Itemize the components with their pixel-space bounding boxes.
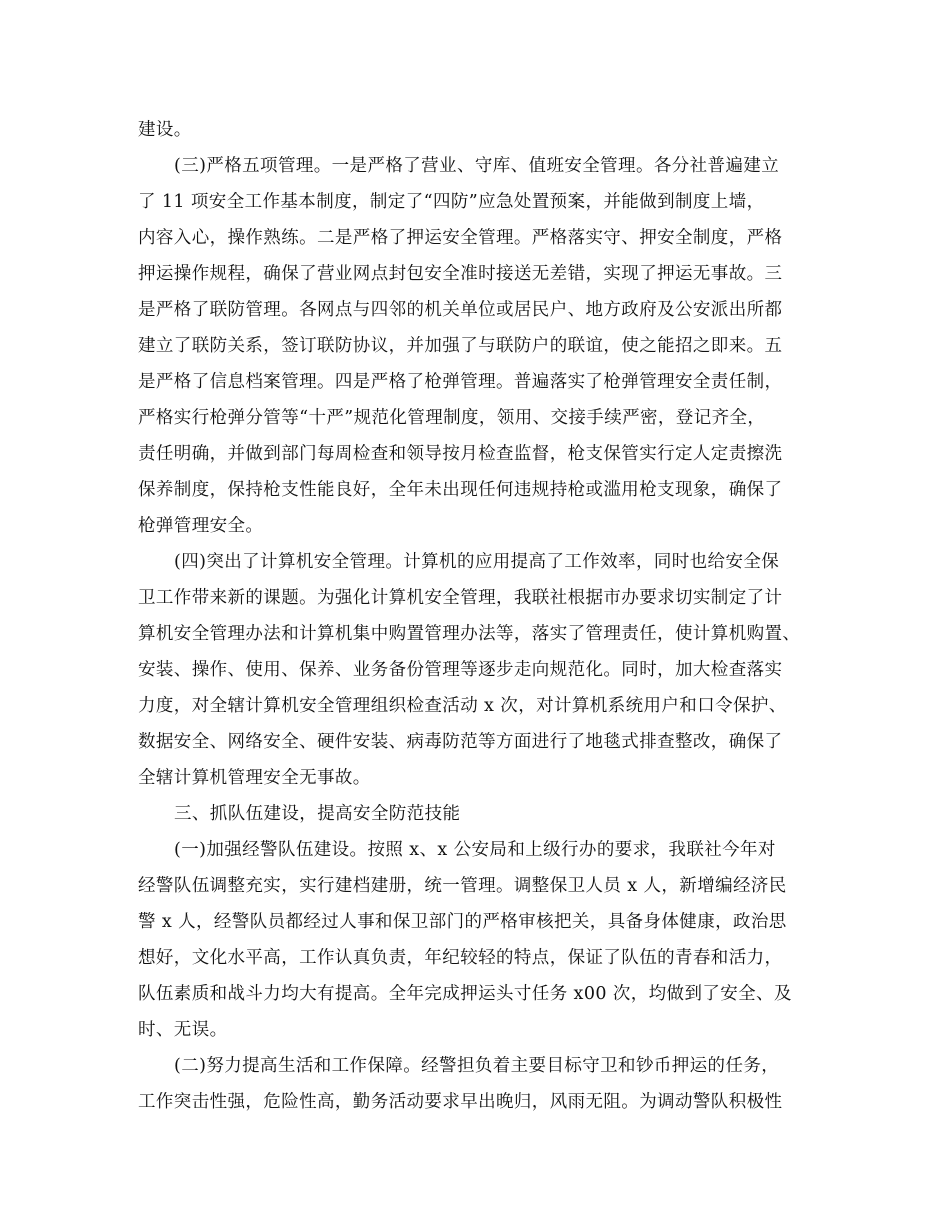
text-line: 全辖计算机管理安全无事故。	[138, 768, 371, 788]
text-line: 安装、操作、使用、保养、业务备份管理等逐步走向规范化。同时，加大检查落实	[138, 660, 783, 680]
text-line: 想好，文化水平高，工作认真负责，年纪较轻的特点，保证了队伍的青春和活力，	[138, 948, 783, 968]
text-line: (二)努力提高生活和工作保障。经警担负着主要目标守卫和钞币押运的任务，	[174, 1056, 780, 1076]
text-line: 经警队伍调整充实，实行建档建册，统一管理。调整保卫人员 x 人，新增编经济民	[138, 876, 787, 896]
text-line: 警 x 人，经警队员都经过人事和保卫部门的严格审核把关，具备身体健康，政治思	[138, 912, 787, 932]
text-line: 数据安全、网络安全、硬件安装、病毒防范等方面进行了地毯式排查整改，确保了	[138, 732, 783, 752]
text-line: 了 11 项安全工作基本制度，制定了“四防”应急处置预案，并能做到制度上墙，	[138, 192, 765, 212]
text-line: (四)突出了计算机安全管理。计算机的应用提高了工作效率，同时也给安全保	[174, 552, 780, 572]
text-line: 建立了联防关系，签订联防协议，并加强了与联防户的联谊，使之能招之即来。五	[138, 336, 783, 356]
text-line: (一)加强经警队伍建设。按照 x、x 公安局和上级行办的要求，我联社今年对	[174, 840, 776, 860]
section-heading: 三、抓队伍建设，提高安全防范技能	[174, 804, 461, 824]
text-line: 建设。	[138, 120, 192, 140]
text-line: 枪弹管理安全。	[138, 516, 264, 536]
text-line: 押运操作规程，确保了营业网点封包安全准时接送无差错，实现了押运无事故。三	[138, 264, 783, 284]
text-line: 算机安全管理办法和计算机集中购置管理办法等，落实了管理责任，使计算机购置、	[138, 624, 801, 644]
text-line: 力度，对全辖计算机安全管理组织检查活动 x 次，对计算机系统用户和口令保护、	[138, 696, 787, 716]
text-line: 严格实行枪弹分管等“十严”规范化管理制度，领用、交接手续严密，登记齐全，	[138, 408, 766, 428]
text-line: 责任明确，并做到部门每周检查和领导按月检查监督，枪支保管实行定人定责擦洗	[138, 444, 783, 464]
text-line: 是严格了联防管理。各网点与四邻的机关单位或居民户、地方政府及公安派出所都	[138, 300, 783, 320]
text-line: 卫工作带来新的课题。为强化计算机安全管理，我联社根据市办要求切实制定了计	[138, 588, 783, 608]
text-line: 工作突击性强，危险性高，勤务活动要求早出晚归，风雨无阻。为调动警队积极性	[138, 1092, 783, 1112]
text-line: 是严格了信息档案管理。四是严格了枪弹管理。普遍落实了枪弹管理安全责任制，	[138, 372, 783, 392]
text-line: 内容入心，操作熟练。二是严格了押运安全管理。严格落实守、押安全制度，严格	[138, 228, 783, 248]
text-line: (三)严格五项管理。一是严格了营业、守库、值班安全管理。各分社普遍建立	[174, 156, 780, 176]
text-line: 时、无误。	[138, 1020, 228, 1040]
text-line: 队伍素质和战斗力均大有提高。全年完成押运头寸任务 x00 次，均做到了安全、及	[138, 984, 792, 1004]
text-line: 保养制度，保持枪支性能良好，全年未出现任何违规持枪或滥用枪支现象，确保了	[138, 480, 783, 500]
